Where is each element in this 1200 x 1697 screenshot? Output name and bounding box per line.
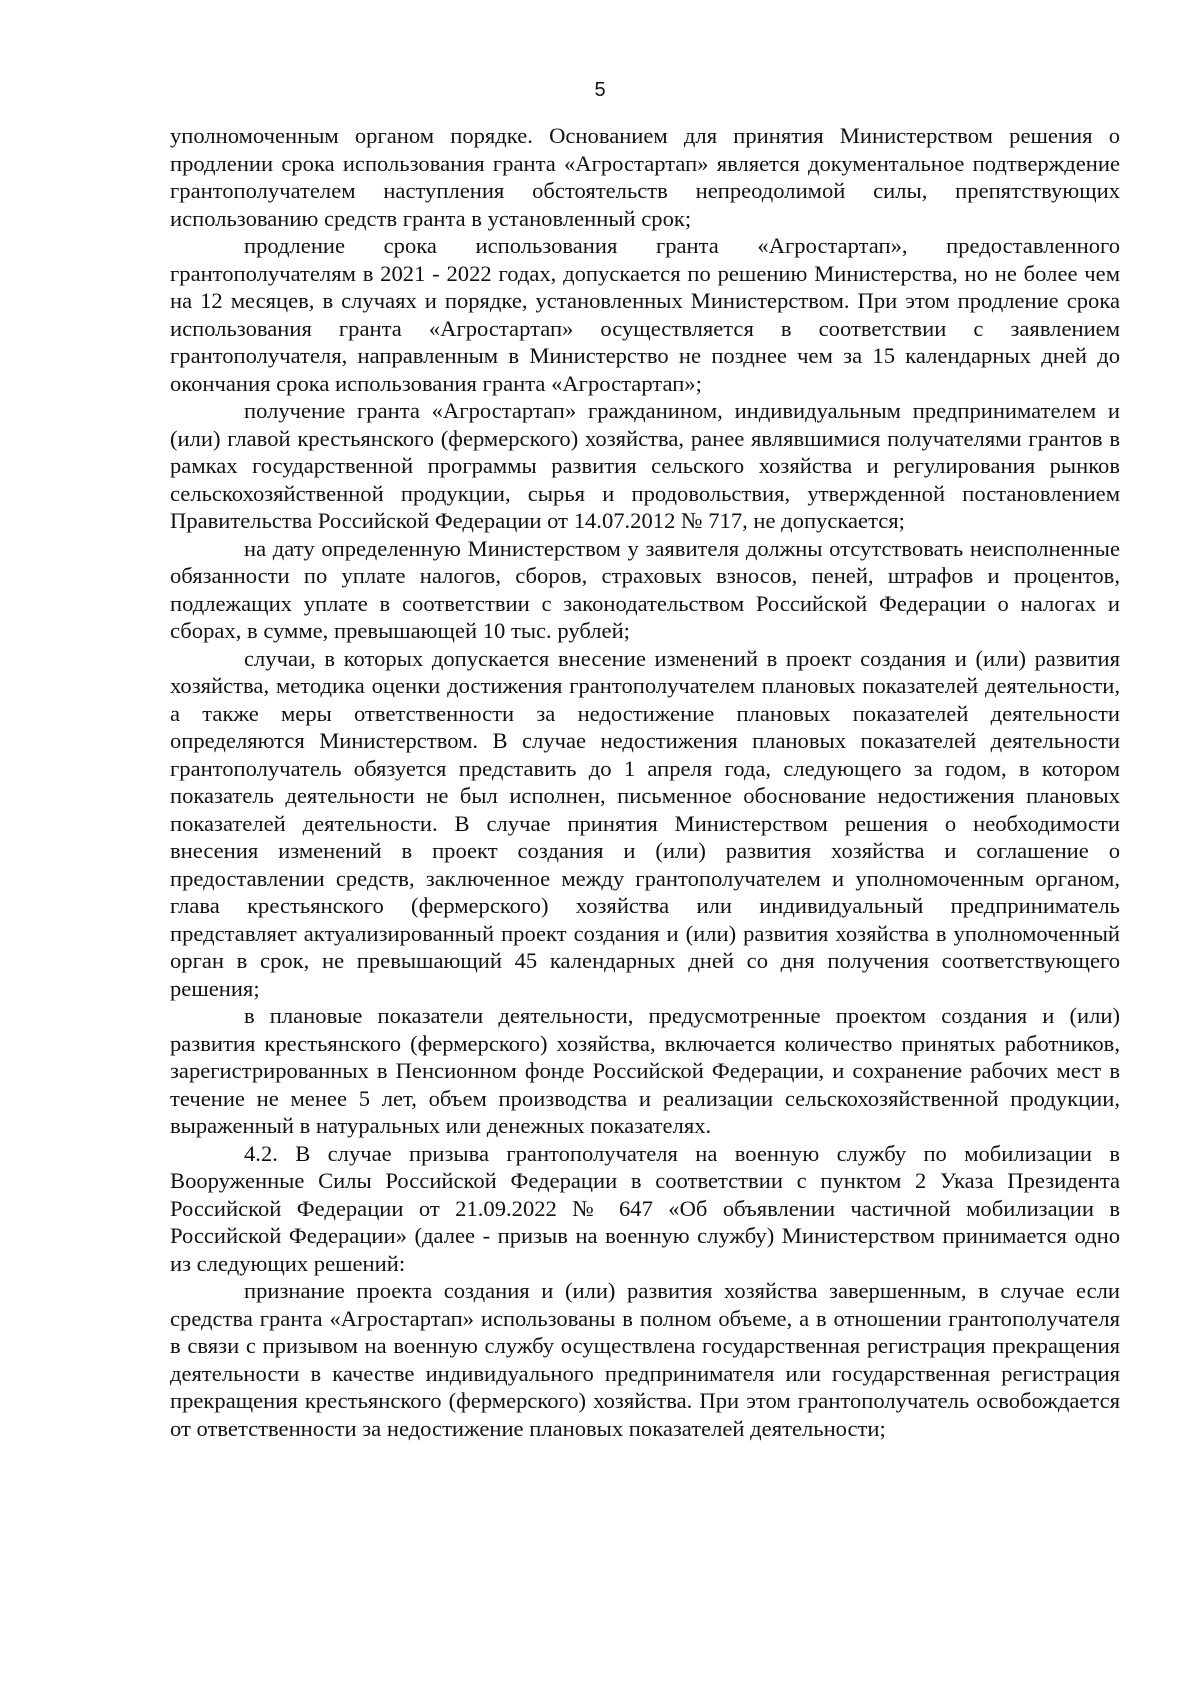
paragraph-project-changes: случаи, в которых допускается внесение изменений в проект создания и (или) развития хозяйства, методика оценки достижения грантополучателем плановых показателей деятельности, а также меры ответственности за недостижение плановых показателей деятельности определяются Министерством. В случае недостижения плановых показателей деятельности грантополучатель обязуется представить до 1 апреля года, следующего за годом, в котором показатель деятельности не был исполнен, письменное обоснование недостижения плановых показателей деятельности. В случае принятия Министерством решения о необходимости внесения изменений в проект создания и (или) развития хозяйства и соглашение о предоставлении средств, заключенное между грантополучателем и уполномоченным органом, глава крестьянского (фермерского) хозяйства или индивидуальный предприниматель представляет актуализированный проект создания и (или) развития хозяйства в уполномоченный орган в срок, не превышающий 45 календарных дней со дня получения соответствующего решения; — [170, 645, 1120, 1001]
paragraph-repeat-grant-prohibition: получение гранта «Агростартап» гражданином, индивидуальным предпринимателем и (или) главой крестьянского (фермерского) хозяйства, ранее являвшимися получателями грантов в рамках государственной программы развития сельского хозяйства и регулирования рынков сельскохозяйственной продукции, сырья и продовольствия, утвержденной постановлением Правительства Российской Федерации от 14.07.2012 № 717, не допускается; — [170, 398, 1120, 533]
paragraph-project-completion: признание проекта создания и (или) развития хозяйства завершенным, в случае если средства гранта «Агростартап» использованы в полном объеме, а в отношении грантополучателя в связи с призывом на военную службу осуществлена государственная регистрация прекращения деятельности в качестве индивидуального предпринимателя или государственная регистрация прекращения крестьянского (фермерского) хозяйства. При этом грантополучатель освобождается от ответственности за недостижение плановых показателей деятельности; — [170, 1278, 1120, 1441]
paragraph-continuation: уполномоченным органом порядке. Основанием для принятия Министерством решения о продлении срока использования гранта «Агростартап» является документальное подтверждение грантополучателем наступления обстоятельств непреодолимой силы, препятствующих использованию средств гранта в установленный срок; — [170, 123, 1120, 231]
document-body — [170, 122, 1120, 1442]
page-number: 5 — [594, 79, 606, 101]
paragraph-grant-extension: продление срока использования гранта «Агростартап», предоставленного грантополучателям в 2021 - 2022 годах, допускается по решению Министерства, но не более чем на 12 месяцев, в случаях и порядке, установленных Министерством. При этом продление срока использования гранта «Агростартап» осуществляется в соответствии с заявлением грантополучателя, направленным в Министерство не позднее чем за 15 календарных дней до окончания срока использования гранта «Агростартап»; — [170, 233, 1120, 396]
paragraph-section-4-2: 4.2. В случае призыва грантополучателя на военную службу по мобилизации в Вооруженные Силы Российской Федерации в соответствии с пунктом 2 Указа Президента Российской Федерации от 21.09.2022 № 647 «Об объявлении частичной мобилизации в Российской Федерации» (далее - призыв на военную службу) Министерством принимается одно из следующих решений: — [170, 1140, 1120, 1276]
paragraph-tax-obligations: на дату определенную Министерством у заявителя должны отсутствовать неисполненные обязанности по уплате налогов, сборов, страховых взносов, пеней, штрафов и процентов, подлежащих уплате в соответствии с законодательством Российской Федерации о налогах и сборах, в сумме, превышающей 10 тыс. рублей; — [170, 535, 1120, 643]
paragraph-planned-indicators: в плановые показатели деятельности, предусмотренные проектом создания и (или) развития крестьянского (фермерского) хозяйства, включается количество принятых работников, зарегистрированных в Пенсионном фонде Российской Федерации, и сохранение рабочих мест в течение не менее 5 лет, объем производства и реализации сельскохозяйственной продукции, выраженный в натуральных или денежных показателях. — [170, 1003, 1120, 1138]
